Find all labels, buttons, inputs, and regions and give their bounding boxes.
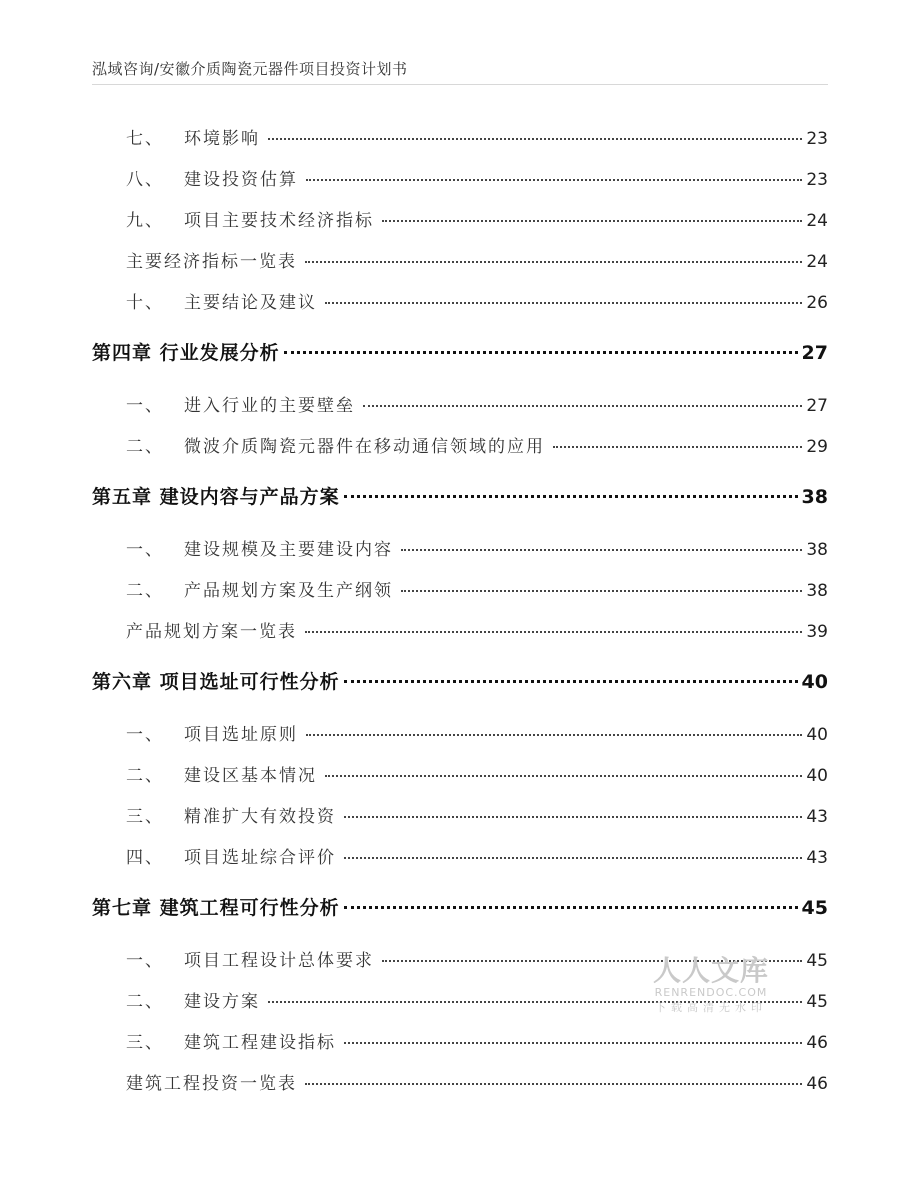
toc-page-number: 45 [801,897,828,919]
toc-leader-dots [284,351,798,354]
toc-page-number: 40 [801,671,828,693]
toc-page-number: 38 [801,486,828,508]
toc-page-number: 45 [806,951,828,971]
toc-entry-title: 三、 建筑工程建设指标 [126,1033,336,1053]
toc-leader-dots [325,775,802,777]
toc-entry[interactable] [126,124,828,149]
toc-page-number: 24 [806,211,828,231]
toc-entry[interactable] [126,843,828,868]
toc-entry-title: 一、 项目工程设计总体要求 [126,951,374,971]
toc-entry[interactable] [126,1069,828,1094]
toc-chapter[interactable] [92,667,828,694]
toc-entry-title: 四、 项目选址综合评价 [126,848,336,868]
toc-chapter[interactable] [92,338,828,365]
toc-leader-dots [344,816,802,818]
toc-page-number: 38 [806,540,828,560]
toc-chapter[interactable] [92,482,828,509]
toc-entry[interactable] [126,247,828,272]
page-header: 泓域咨询/安徽介质陶瓷元器件项目投资计划书 [92,60,408,78]
toc-leader-dots [363,405,802,407]
toc-entry-title: 九、 项目主要技术经济指标 [126,211,374,231]
toc-entry-title: 七、 环境影响 [126,129,260,149]
toc-entry[interactable] [126,761,828,786]
toc-entry-title: 一、 建设规模及主要建设内容 [126,540,393,560]
toc-entry-title: 建筑工程投资一览表 [126,1074,297,1094]
toc-leader-dots [325,302,802,304]
toc-leader-dots [344,495,798,498]
toc-entry[interactable] [126,617,828,642]
toc-entry-title: 三、 精准扩大有效投资 [126,807,336,827]
toc-entry-title: 产品规划方案一览表 [126,622,297,642]
toc-entry[interactable] [126,802,828,827]
toc-page-number: 39 [806,622,828,642]
toc-entry-title: 一、 进入行业的主要壁垒 [126,396,355,416]
toc-entry-title: 二、 建设区基本情况 [126,766,317,786]
toc-page-number: 23 [806,170,828,190]
toc-entry[interactable] [126,720,828,745]
watermark [646,956,776,1015]
toc-page-number: 46 [806,1033,828,1053]
toc-page-number: 40 [806,725,828,745]
toc-chapter-title: 第六章 项目选址可行性分析 [92,671,340,693]
toc-leader-dots [306,734,802,736]
toc-leader-dots [305,631,802,633]
watermark-logo-text: 人人文库 [652,954,769,987]
watermark-slogan: 下载高清无水印 [655,1001,767,1014]
toc-leader-dots [382,220,802,222]
toc-page-number: 27 [801,342,828,364]
toc-entry[interactable] [126,165,828,190]
toc-entry[interactable] [126,1028,828,1053]
toc-page-number: 27 [806,396,828,416]
toc-leader-dots [306,179,802,181]
toc-page-number: 46 [806,1074,828,1094]
toc-entry[interactable] [126,535,828,560]
toc-entry-title: 主要经济指标一览表 [126,252,297,272]
toc-leader-dots [305,261,802,263]
toc-entry-title: 十、 主要结论及建议 [126,293,317,313]
watermark-domain: RENRENDOC.COM [654,986,768,999]
toc-leader-dots [268,138,802,140]
toc-entry[interactable] [126,288,828,313]
toc-entry[interactable] [126,391,828,416]
toc-entry-title: 二、 微波介质陶瓷元器件在移动通信领域的应用 [126,437,545,457]
toc-entry-title: 二、 建设方案 [126,992,260,1012]
toc-page-number: 45 [806,992,828,1012]
toc-page-number: 40 [806,766,828,786]
toc-entry-title: 八、 建设投资估算 [126,170,298,190]
toc-leader-dots [401,549,802,551]
toc-page-number: 38 [806,581,828,601]
toc-entry-title: 一、 项目选址原则 [126,725,298,745]
toc-chapter[interactable] [92,893,828,920]
toc-leader-dots [553,446,802,448]
toc-entry[interactable] [126,576,828,601]
toc-entry-title: 二、 产品规划方案及生产纲领 [126,581,393,601]
toc-leader-dots [344,680,798,683]
toc-page-number: 43 [806,848,828,868]
toc-leader-dots [305,1083,802,1085]
header-divider [92,84,828,85]
toc-leader-dots [344,857,802,859]
toc-leader-dots [401,590,802,592]
toc-page-number: 24 [806,252,828,272]
toc-page-number: 29 [806,437,828,457]
toc-page-number: 43 [806,807,828,827]
toc-chapter-title: 第五章 建设内容与产品方案 [92,486,340,508]
toc-chapter-title: 第七章 建筑工程可行性分析 [92,897,340,919]
toc-page-number: 23 [806,129,828,149]
toc-leader-dots [344,906,798,909]
toc-entry[interactable] [126,432,828,457]
toc-page-number: 26 [806,293,828,313]
toc-leader-dots [344,1042,802,1044]
toc-chapter-title: 第四章 行业发展分析 [92,342,280,364]
toc-entry[interactable] [126,206,828,231]
